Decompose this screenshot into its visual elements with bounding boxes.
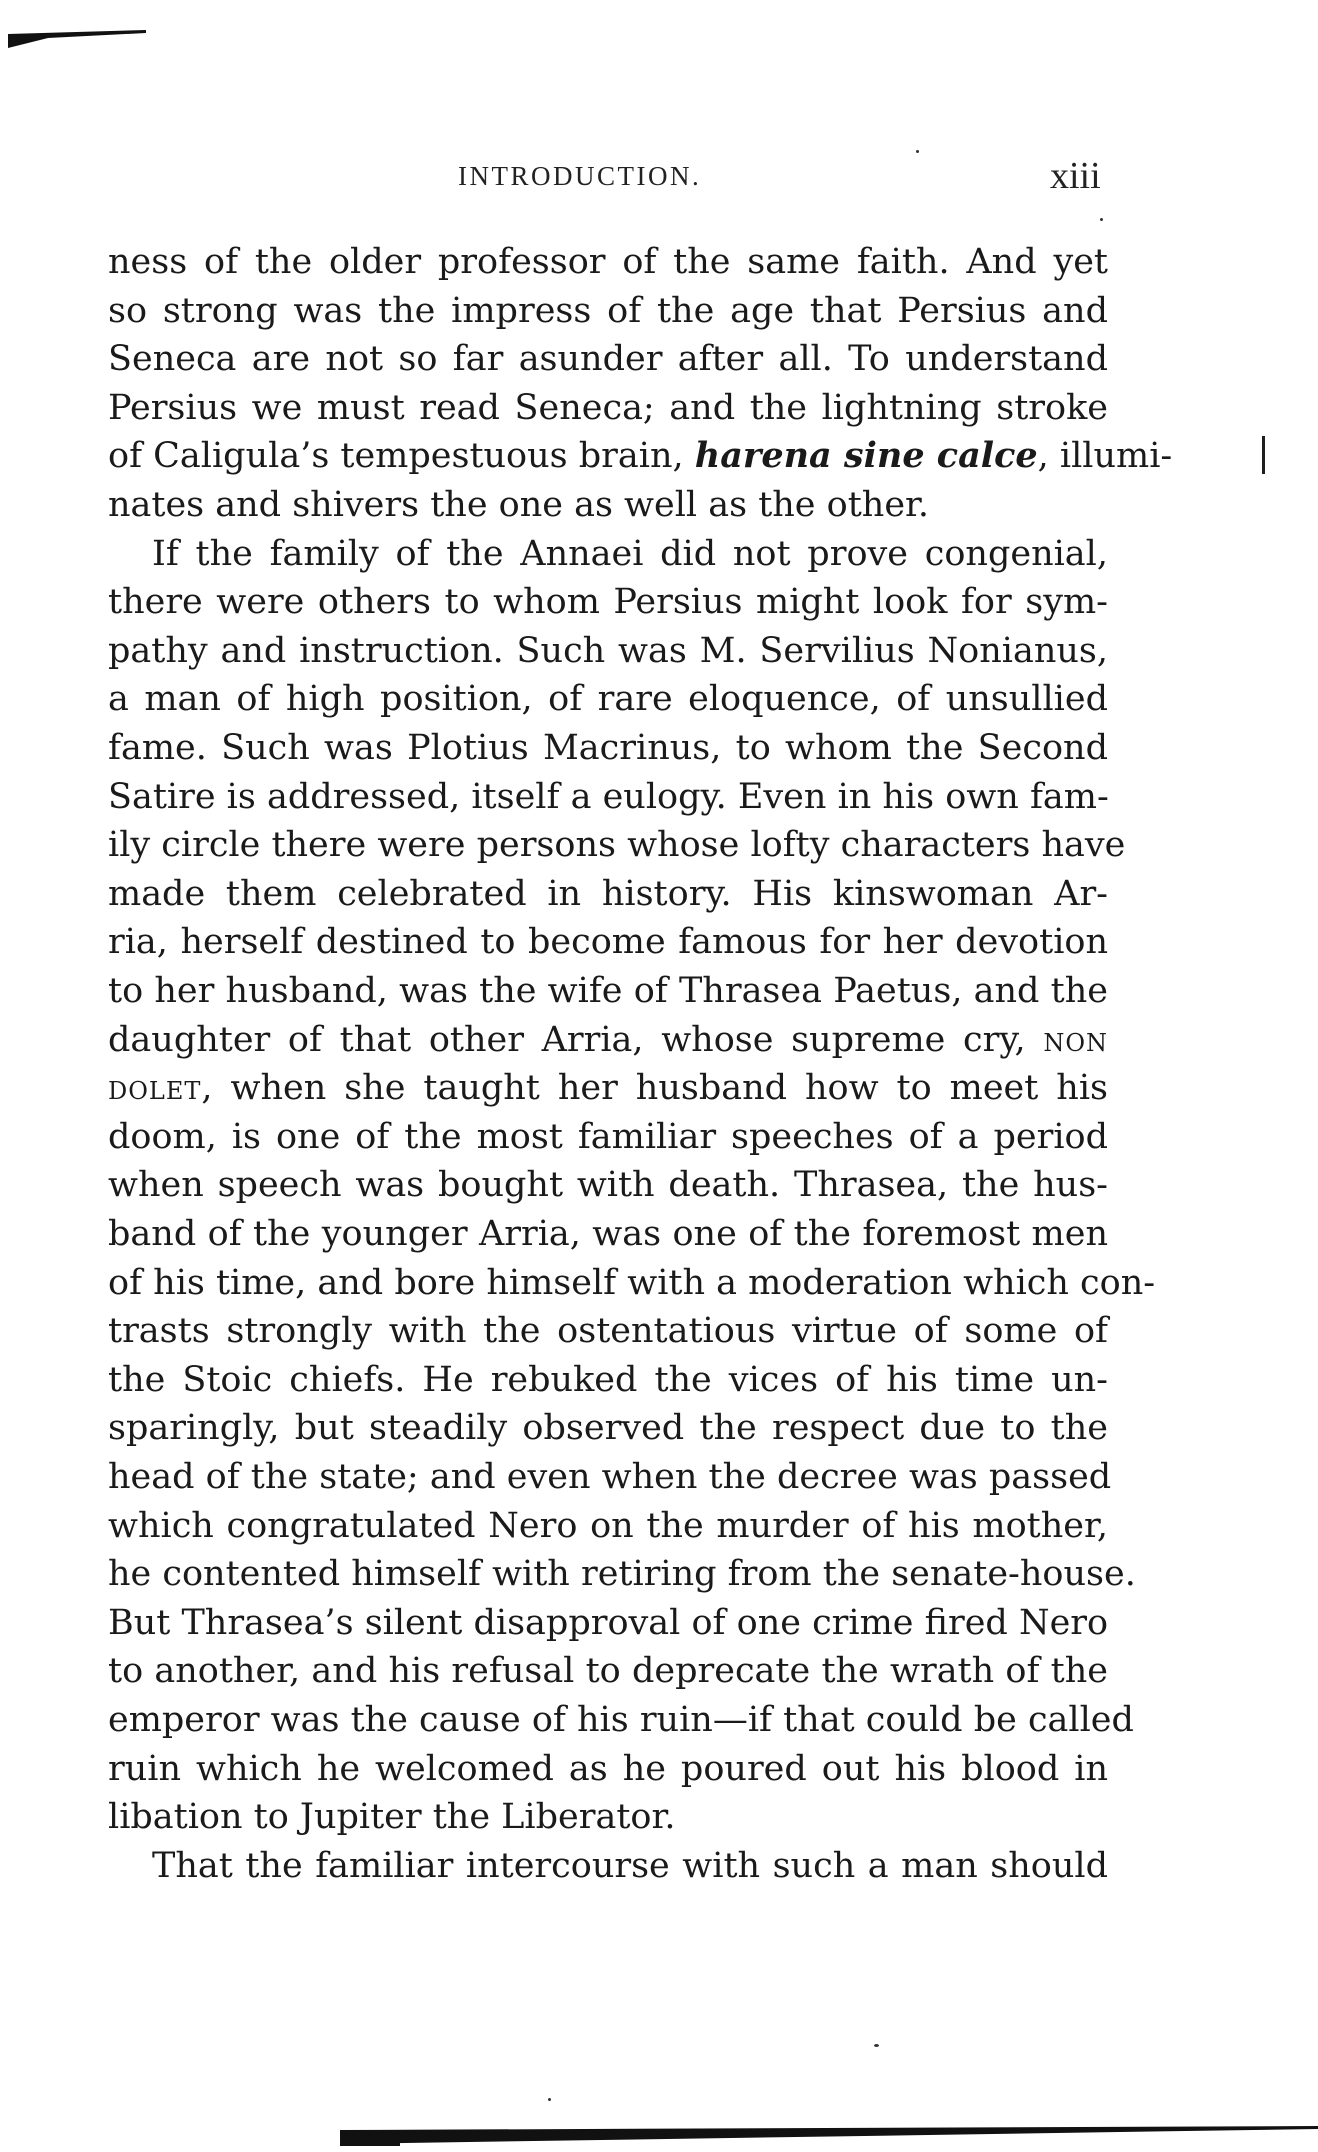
printer-mark-bottom — [340, 2120, 1318, 2152]
text-line: nates and shivers the one as well as the other. — [108, 485, 930, 525]
speck — [874, 2044, 879, 2047]
text-line: of his time, and bore himself with a moderation which con- — [108, 1262, 1156, 1303]
speck — [548, 2098, 551, 2101]
text-line: But Thrasea’s silent disapproval of one crime fired Nero — [108, 1602, 1109, 1643]
text-line: trasts strongly with the ostentatious virtue of some of — [108, 1311, 1108, 1352]
text-line: band of the younger Arria, was one of the foremost men — [108, 1214, 1108, 1254]
text-line: sparingly, but steadily observed the respect due to the — [108, 1408, 1108, 1449]
text-line: ruin which he welcomed as he poured out his blood in — [108, 1748, 1108, 1789]
paragraph-first-line: If the family of the Annaei did not prove congenial, — [152, 533, 1108, 574]
text-line: libation to Jupiter the Liberator. — [108, 1797, 676, 1838]
text-line: to her husband, was the wife of Thrasea Paetus, and the — [108, 971, 1108, 1011]
text-line: a man of high position, of rare eloquence, of unsullied — [108, 679, 1108, 720]
running-head: INTRODUCTION. — [458, 161, 702, 191]
text-line: head of the state; and even when the decree was passed — [108, 1457, 1112, 1497]
paragraph-first-line: That the familiar intercourse with such a man should — [152, 1845, 1108, 1886]
text-run: of Caligula’s tempestuous brain, — [108, 436, 695, 477]
text-line — [108, 1064, 1108, 1113]
text-line: so strong was the impress of the age that Persius and — [108, 290, 1108, 331]
speck — [1100, 218, 1103, 221]
text-line — [108, 432, 1173, 481]
text-line: doom, is one of the most familiar speeches of a period — [108, 1116, 1108, 1157]
speck — [916, 150, 919, 153]
text-line: there were others to whom Persius might look for sym- — [108, 582, 1108, 623]
text-run: daughter of that other Arria, whose supreme cry, — [108, 1019, 1044, 1060]
text-line: when speech was bought with death. Thrasea, the hus- — [108, 1165, 1108, 1206]
text-line: he contented himself with retiring from the senate-house. — [108, 1554, 1136, 1595]
text-line: made them celebrated in history. His kinswoman Ar- — [108, 873, 1108, 914]
text-line — [108, 1016, 1108, 1065]
text-run: , illumi- — [1037, 436, 1173, 477]
text-line: pathy and instruction. Such was M. Servilius Nonianus, — [108, 630, 1108, 671]
text-line: Persius we must read Seneca; and the lightning stroke — [108, 387, 1108, 428]
text-line: to another, and his refusal to deprecate the wrath of the — [108, 1651, 1108, 1692]
text-line: ria, herself destined to become famous for her devotion — [108, 922, 1108, 963]
text-line: ily circle there were persons whose lofty characters have — [108, 825, 1126, 866]
text-line: emperor was the cause of his ruin—if that could be called — [108, 1700, 1134, 1740]
text-line: Satire is addressed, itself a eulogy. Even in his own fam- — [108, 776, 1109, 817]
small-caps-phrase: NON — [1043, 1028, 1108, 1057]
italic-phrase: harena sine calce — [694, 435, 1038, 477]
text-line: fame. Such was Plotius Macrinus, to whom the Second — [108, 728, 1108, 768]
text-run: , when she taught her husband how to meet his — [201, 1068, 1108, 1109]
printer-mark-top — [8, 28, 148, 50]
text-line: Seneca are not so far asunder after all. To understand — [108, 339, 1108, 380]
page-number: xiii — [1050, 155, 1101, 197]
margin-mark — [1262, 436, 1265, 474]
text-line: the Stoic chiefs. He rebuked the vices of his time un- — [108, 1359, 1108, 1400]
small-caps-phrase: DOLET — [108, 1077, 202, 1106]
text-line: which congratulated Nero on the murder of his mother, — [108, 1505, 1108, 1546]
text-line: ness of the older professor of the same faith. And yet — [108, 242, 1108, 282]
